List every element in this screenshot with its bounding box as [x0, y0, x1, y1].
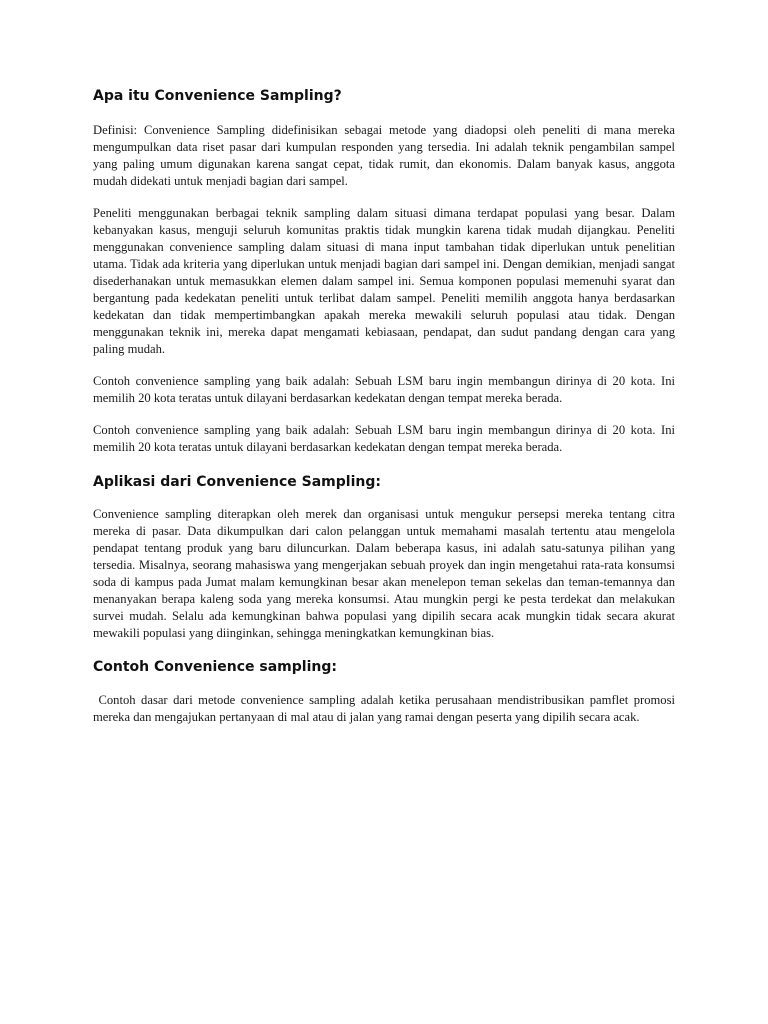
definition-paragraph: Definisi: Convenience Sampling didefinisikan sebagai metode yang diadopsi oleh peneliti di mana mereka mengumpulkan data riset pasar dari kumpulan responden yang tersedia. Ini adalah teknik pengambilan sampel yang paling umum digunakan karena sangat cepat, tidak rumit, dan ekonomis. Dalam banyak kasus, anggota mudah didekati untuk menjadi bagian dari sampel.: [93, 123, 675, 188]
section-heading: Aplikasi dari Convenience Sampling:: [93, 474, 381, 490]
section-heading: Apa itu Convenience Sampling?: [93, 88, 342, 104]
document-page: [93, 86, 679, 726]
paragraph: Peneliti menggunakan berbagai teknik sampling dalam situasi dimana terdapat populasi yang besar. Dalam kebanyakan kasus, menguji seluruh komunitas praktis tidak mungkin karena tidak mudah dijangkau. Peneliti menggunakan convenience sampling dalam situasi di mana input tambahan tidak diperlukan untuk penelitian utama. Tidak ada kriteria yang diperlukan untuk menjadi bagian dari sampel ini. Dengan demikian, menjadi sangat disederhanakan untuk memasukkan elemen dalam sampel ini. Semua komponen populasi memenuhi syarat dan bergantung pada kedekatan peneliti untuk terlibat dalam sampel. Peneliti memilih anggota hanya berdasarkan kedekatan dan tidak mempertimbangkan apakah mereka mewakili seluruh populasi atau tidak. Dengan menggunakan teknik ini, mereka dapat mengamati kebiasaan, pendapat, dan sudut pandang dengan cara yang paling mudah.: [93, 206, 675, 356]
paragraph: Convenience sampling diterapkan oleh merek dan organisasi untuk mengukur persepsi mereka tentang citra mereka di pasar. Data dikumpulkan dari calon pelanggan untuk memahami masalah tertentu atau mengelola pendapat tentang produk yang baru diluncurkan. Dalam beberapa kasus, ini adalah satu-satunya pilihan yang tersedia. Misalnya, seorang mahasiswa yang mengerjakan sebuah proyek dan ingin mengetahui rata-rata konsumsi soda di kampus pada Jumat malam kemungkinan besar akan menelepon teman sekelas dan teman-temannya dan menanyakan berapa kaleng soda yang mereka konsumsi. Atau mungkin pergi ke pesta terdekat dan melakukan survei mudah. Selalu ada kemungkinan bahwa populasi yang dipilih secara acak mungkin tidak secara akurat mewakili populasi yang diinginkan, sehingga meningkatkan kemungkinan bias.: [93, 507, 675, 640]
example-paragraph: Contoh convenience sampling yang baik adalah: Sebuah LSM baru ingin membangun dirinya di 20 kota. Ini memilih 20 kota teratas untuk dilayani berdasarkan kedekatan dengan tempat mereka berada.: [93, 423, 675, 454]
paragraph: Contoh dasar dari metode convenience sampling adalah ketika perusahaan mendistribusikan pamflet promosi mereka dan mengajukan pertanyaan di mal atau di jalan yang ramai dengan peserta yang dipilih secara acak.: [93, 693, 679, 724]
section-heading: Contoh Convenience sampling:: [93, 659, 337, 675]
example-paragraph: Contoh convenience sampling yang baik adalah: Sebuah LSM baru ingin membangun dirinya di 20 kota. Ini memilih 20 kota teratas untuk dilayani berdasarkan kedekatan dengan tempat mereka berada.: [93, 374, 675, 405]
